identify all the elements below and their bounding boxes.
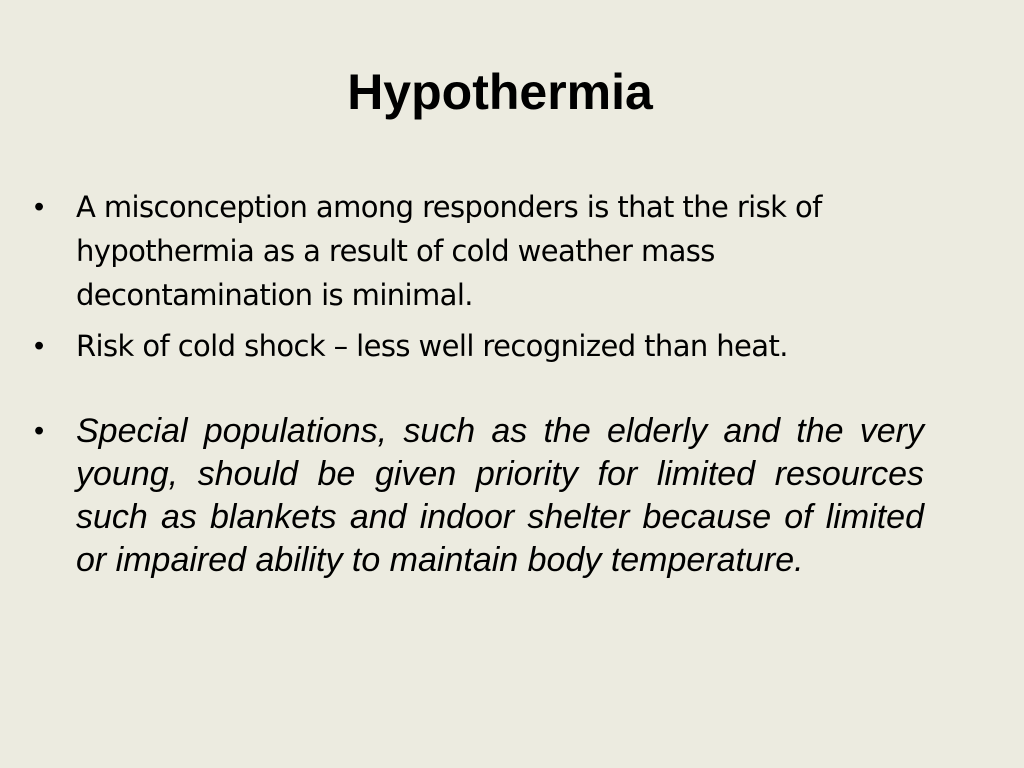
bullet-icon: • [34, 330, 44, 362]
bullet-item-misconception [34, 185, 924, 317]
bullet-icon: • [34, 191, 44, 223]
bullet-list [34, 185, 924, 582]
bullet-item-special-populations [34, 410, 924, 582]
bullet-text: Risk of cold shock – less well recognized than heat. [76, 329, 788, 363]
bullet-icon: • [34, 415, 45, 447]
bullet-item-cold-shock [34, 324, 924, 368]
slide-title: Hypothermia [347, 64, 653, 120]
bullet-text: Special populations, such as the elderly and the very young, should be given priority for limited resources such as blankets and indoor shelter because of limited or impaired ability to maintain body temperature. [76, 412, 924, 579]
bullet-text: A misconception among responders is that the risk of hypothermia as a result of cold weather mass decontamination is minimal. [76, 190, 822, 312]
